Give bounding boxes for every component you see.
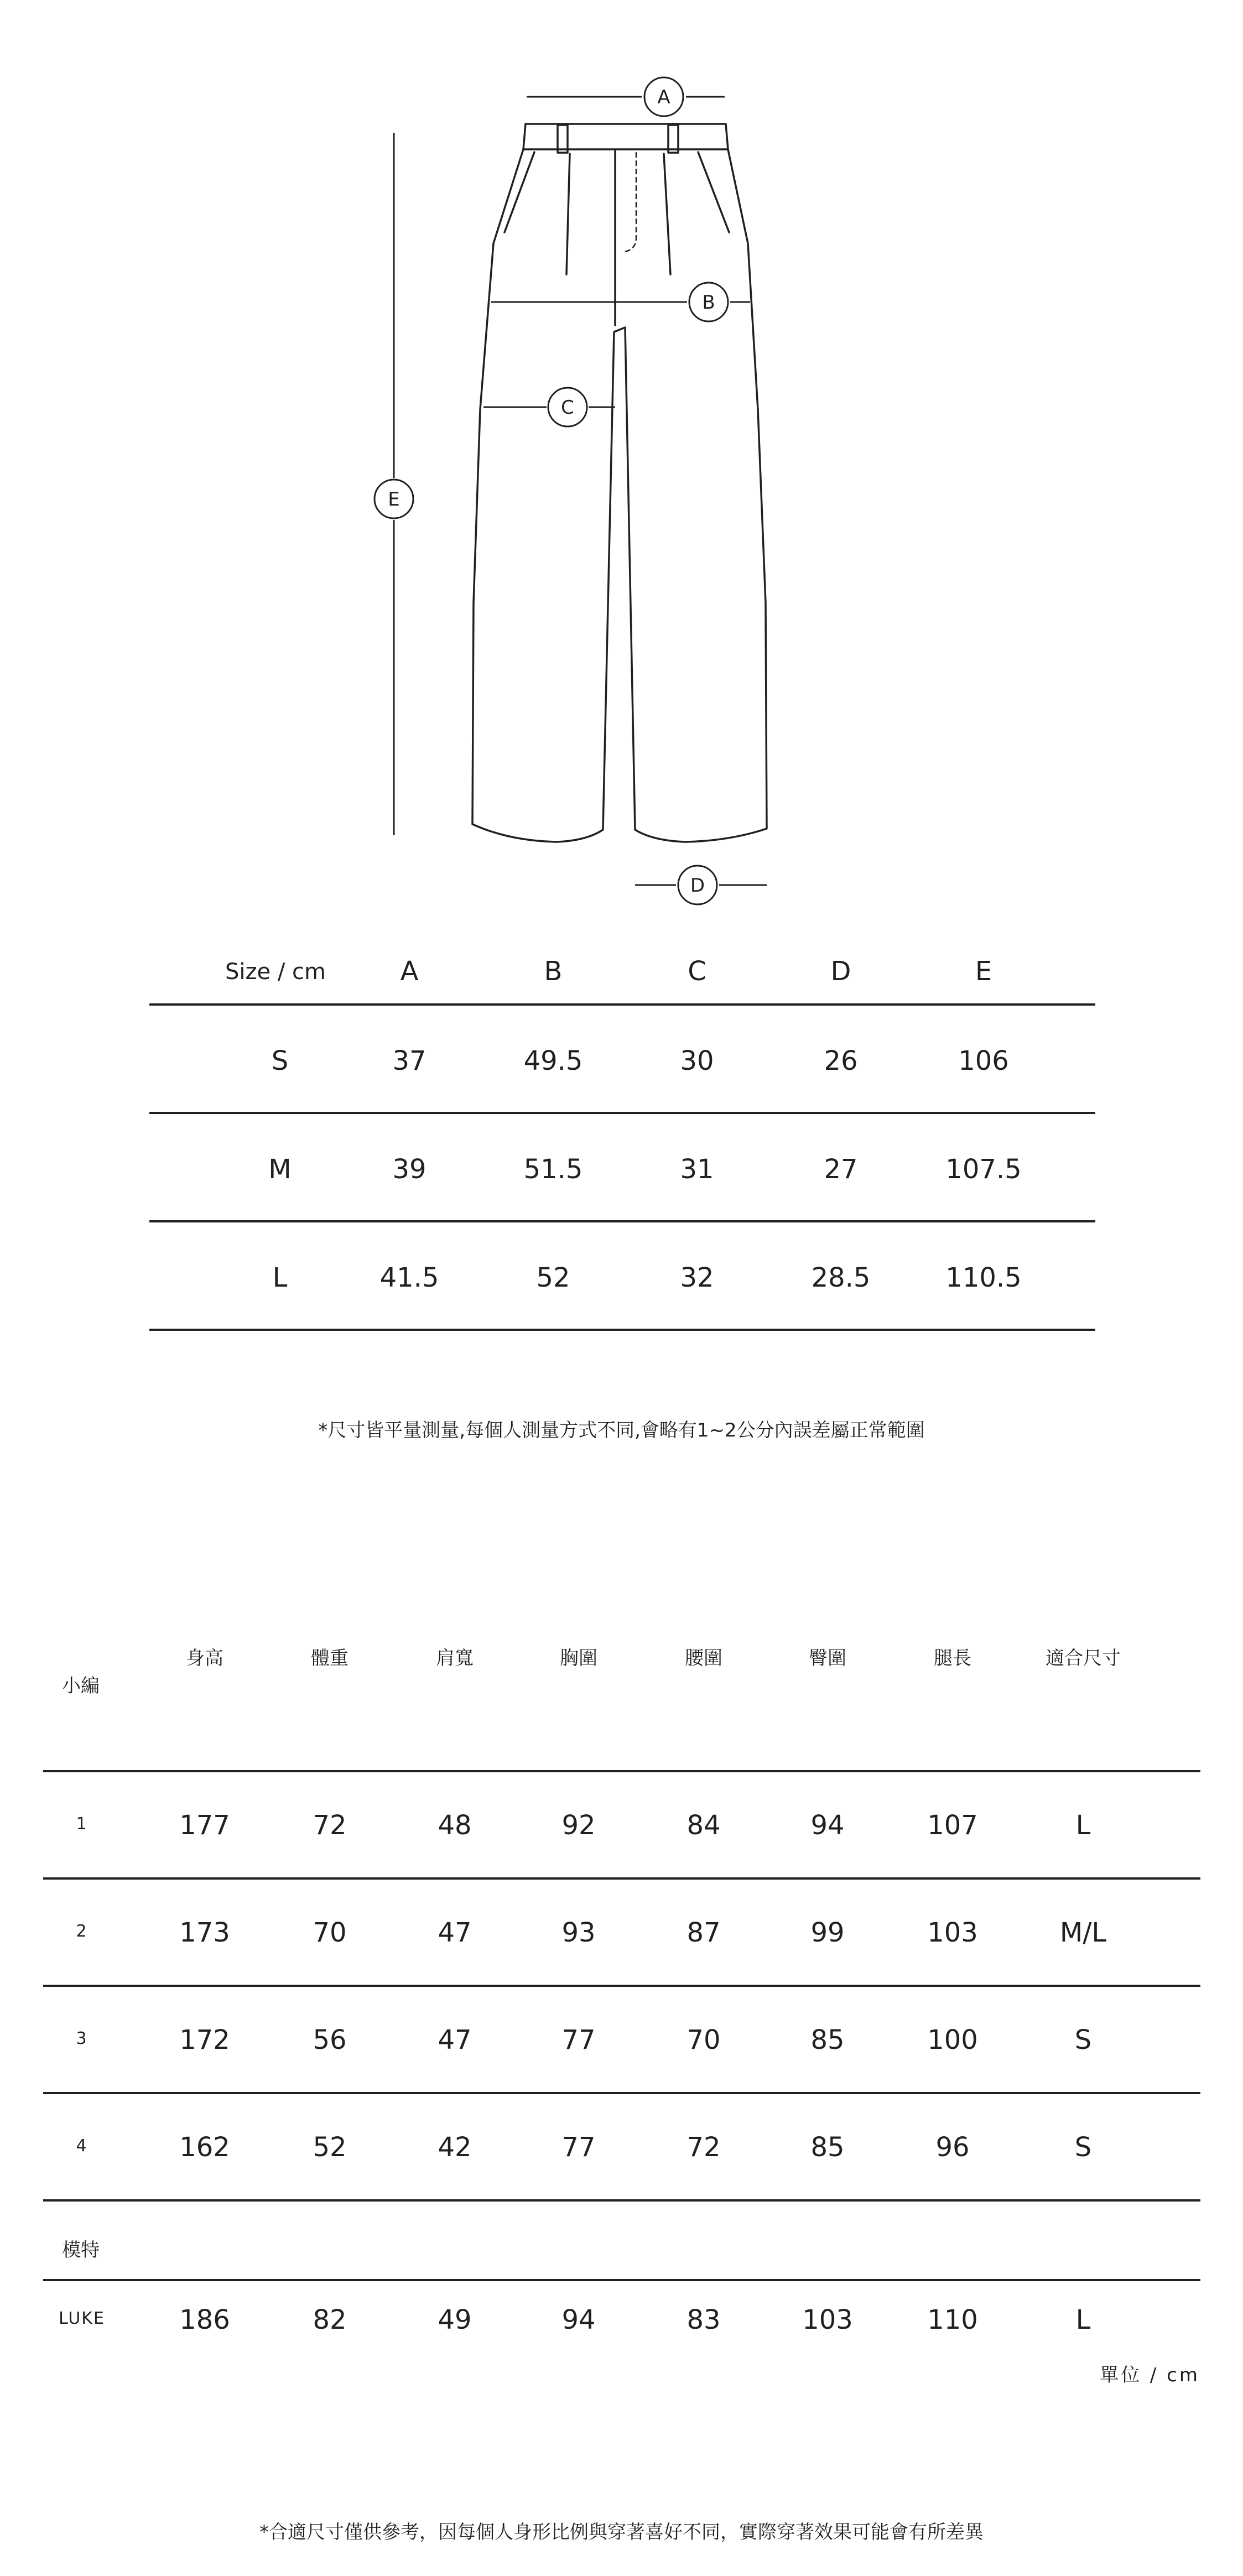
cell-value: 70 bbox=[313, 1917, 347, 1948]
cell-value: 56 bbox=[313, 2025, 347, 2055]
cell-value: 103 bbox=[802, 2304, 853, 2335]
editor-group-header bbox=[43, 1675, 1200, 1772]
size-value: 32 bbox=[680, 1262, 714, 1293]
model-fit-table bbox=[43, 1626, 1200, 2359]
size-col-d: D bbox=[830, 956, 851, 987]
cell-value: 85 bbox=[810, 2132, 845, 2163]
cell-value: 72 bbox=[686, 2132, 721, 2163]
size-col-e: E bbox=[975, 956, 992, 987]
cell-value: L bbox=[1075, 2304, 1091, 2335]
cell-value: 47 bbox=[438, 1917, 472, 1948]
size-row-l bbox=[149, 1222, 1095, 1331]
waistband bbox=[523, 124, 728, 149]
cell-value: 48 bbox=[438, 1810, 472, 1841]
size-value: 107.5 bbox=[945, 1154, 1022, 1185]
cell-value: 172 bbox=[179, 2025, 230, 2055]
size-value: 110.5 bbox=[945, 1262, 1022, 1293]
editor-group-label: 小編 bbox=[62, 1675, 100, 1697]
trousers-outline bbox=[472, 149, 767, 842]
cell-value: 100 bbox=[927, 2025, 978, 2055]
row-id: 3 bbox=[76, 2029, 88, 2048]
size-label: M bbox=[268, 1154, 292, 1185]
model-group-label: 模特 bbox=[62, 2239, 100, 2261]
cell-value: 70 bbox=[686, 2025, 721, 2055]
size-value: 52 bbox=[536, 1262, 570, 1293]
pocket-right bbox=[698, 152, 729, 232]
measure-note: *尺寸皆平量測量,每個人測量方式不同,會略有1~2公分內誤差屬正常範圍 bbox=[318, 1419, 925, 1441]
size-table bbox=[149, 935, 1095, 1331]
table-row bbox=[43, 2094, 1200, 2202]
table-row bbox=[43, 1880, 1200, 1987]
cell-value: 93 bbox=[561, 1917, 596, 1948]
size-value: 30 bbox=[680, 1045, 714, 1076]
size-value: 37 bbox=[392, 1045, 427, 1076]
size-value: 31 bbox=[680, 1154, 714, 1185]
cell-value: 85 bbox=[810, 2025, 845, 2055]
label-e: E bbox=[388, 488, 400, 511]
cell-value: S bbox=[1074, 2132, 1092, 2163]
size-col-c: C bbox=[688, 956, 706, 987]
cell-value: 77 bbox=[561, 2025, 596, 2055]
cell-value: 72 bbox=[313, 1810, 347, 1841]
label-b: B bbox=[702, 292, 715, 314]
size-col-a: A bbox=[400, 956, 419, 987]
size-value: 41.5 bbox=[379, 1262, 439, 1293]
cell-value: 94 bbox=[810, 1810, 845, 1841]
size-row-m bbox=[149, 1114, 1095, 1222]
cell-value: M/L bbox=[1059, 1917, 1107, 1948]
col-chest: 胸圍 bbox=[560, 1647, 597, 1669]
cell-value: 82 bbox=[313, 2304, 347, 2335]
row-id: LUKE bbox=[59, 2309, 105, 2328]
cell-value: 49 bbox=[438, 2304, 472, 2335]
cell-value: 107 bbox=[927, 1810, 978, 1841]
label-d: D bbox=[690, 875, 705, 897]
table-row bbox=[43, 1772, 1200, 1880]
col-waist: 腰圍 bbox=[685, 1647, 722, 1669]
cell-value: 83 bbox=[686, 2304, 721, 2335]
size-label: S bbox=[271, 1045, 289, 1076]
cell-value: 99 bbox=[810, 1917, 845, 1948]
col-weight: 體重 bbox=[311, 1647, 349, 1669]
cell-value: 186 bbox=[179, 2304, 230, 2335]
col-fit-size: 適合尺寸 bbox=[1046, 1647, 1121, 1669]
size-row-s bbox=[149, 1006, 1095, 1114]
cell-value: 47 bbox=[438, 2025, 472, 2055]
cell-value: S bbox=[1074, 2025, 1092, 2055]
fly-stitch bbox=[625, 153, 636, 252]
cell-value: 94 bbox=[561, 2304, 596, 2335]
cell-value: 103 bbox=[927, 1917, 978, 1948]
size-value: 26 bbox=[824, 1045, 858, 1076]
trousers-measurement-diagram bbox=[0, 0, 1243, 929]
cell-value: 173 bbox=[179, 1917, 230, 1948]
label-a: A bbox=[657, 86, 670, 108]
size-value: 49.5 bbox=[523, 1045, 583, 1076]
pleat-left bbox=[566, 154, 570, 274]
cell-value: 84 bbox=[686, 1810, 721, 1841]
fit-note: *合適尺寸僅供參考，因每個人身形比例與穿著喜好不同，實際穿著效果可能會有所差異 bbox=[259, 2521, 984, 2543]
row-id: 4 bbox=[76, 2136, 88, 2156]
row-id: 2 bbox=[76, 1922, 88, 1941]
cell-value: 177 bbox=[179, 1810, 230, 1841]
unit-label: 單位 / cm bbox=[1100, 2364, 1200, 2386]
table-row bbox=[43, 1987, 1200, 2094]
cell-value: 110 bbox=[927, 2304, 978, 2335]
size-value: 106 bbox=[958, 1045, 1009, 1076]
col-hip: 臀圍 bbox=[809, 1647, 846, 1669]
size-value: 28.5 bbox=[811, 1262, 871, 1293]
cell-value: 96 bbox=[935, 2132, 970, 2163]
label-c: C bbox=[561, 397, 574, 419]
cell-value: L bbox=[1075, 1810, 1091, 1841]
col-shoulder: 肩寬 bbox=[436, 1647, 474, 1669]
size-table-header bbox=[149, 935, 1095, 1006]
cell-value: 92 bbox=[561, 1810, 596, 1841]
row-id: 1 bbox=[76, 1814, 88, 1834]
cell-value: 52 bbox=[313, 2132, 347, 2163]
col-height: 身高 bbox=[186, 1647, 223, 1669]
size-value: 39 bbox=[392, 1154, 427, 1185]
size-value: 51.5 bbox=[523, 1154, 583, 1185]
size-col-b: B bbox=[544, 956, 563, 987]
size-label: L bbox=[272, 1262, 288, 1293]
cell-value: 77 bbox=[561, 2132, 596, 2163]
pleat-right bbox=[664, 154, 670, 274]
cell-value: 42 bbox=[438, 2132, 472, 2163]
table-row bbox=[43, 2281, 1200, 2359]
size-header-label: Size / cm bbox=[225, 959, 326, 985]
cell-value: 162 bbox=[179, 2132, 230, 2163]
cell-value: 87 bbox=[686, 1917, 721, 1948]
size-value: 27 bbox=[824, 1154, 858, 1185]
model-group-header bbox=[43, 2202, 1200, 2281]
model-table-header bbox=[43, 1626, 1200, 1737]
col-leg-length: 腿長 bbox=[934, 1647, 971, 1669]
